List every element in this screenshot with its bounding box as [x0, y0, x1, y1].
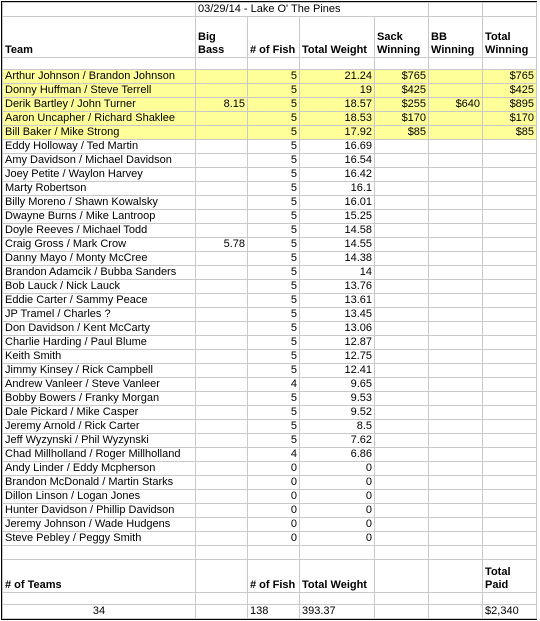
cell-sack-winning — [375, 154, 429, 168]
cell-bb-winning — [429, 504, 483, 518]
cell-team: Eddie Carter / Sammy Peace — [3, 294, 196, 308]
cell-big-bass — [196, 294, 248, 308]
cell-team: Don Davidson / Kent McCarty — [3, 322, 196, 336]
cell-num-fish: 5 — [248, 210, 300, 224]
cell-bb-winning — [429, 364, 483, 378]
cell-total-winning — [483, 182, 537, 196]
cell-team: Doyle Reeves / Michael Todd — [3, 224, 196, 238]
header-sack-winning: Sack Winning — [375, 17, 429, 58]
table-row — [3, 294, 537, 308]
cell-bb-winning — [429, 126, 483, 140]
cell-bb-winning — [429, 518, 483, 532]
cell-sack-winning: $85 — [375, 126, 429, 140]
cell-total-weight: 16.1 — [300, 182, 375, 196]
cell-total-weight: 6.86 — [300, 448, 375, 462]
header-row — [3, 17, 537, 58]
cell-big-bass — [196, 532, 248, 546]
cell-total-weight: 0 — [300, 532, 375, 546]
cell-total-weight: 0 — [300, 462, 375, 476]
cell-total-winning — [483, 406, 537, 420]
cell-num-fish: 4 — [248, 378, 300, 392]
cell-num-fish: 5 — [248, 70, 300, 84]
cell-big-bass — [196, 308, 248, 322]
cell-num-fish: 5 — [248, 252, 300, 266]
cell-sack-winning — [375, 140, 429, 154]
cell-total-weight: 14.38 — [300, 252, 375, 266]
cell-total-winning: $170 — [483, 112, 537, 126]
cell-total-winning — [483, 448, 537, 462]
cell-big-bass — [196, 504, 248, 518]
cell-total-weight: 13.45 — [300, 308, 375, 322]
table-row — [3, 504, 537, 518]
footer-total-paid-label: Total Paid — [483, 560, 537, 593]
cell-bb-winning — [429, 84, 483, 98]
totals-row — [3, 605, 537, 619]
cell-sack-winning — [375, 210, 429, 224]
spacer-row — [3, 58, 537, 70]
cell-total-weight: 14.55 — [300, 238, 375, 252]
cell-team: JP Tramel / Charles ? — [3, 308, 196, 322]
cell-total-weight: 16.42 — [300, 168, 375, 182]
table-row — [3, 490, 537, 504]
cell-num-fish: 0 — [248, 504, 300, 518]
total-paid: $2,340 — [483, 605, 537, 619]
table-row — [3, 308, 537, 322]
cell-bb-winning — [429, 434, 483, 448]
cell-total-weight: 9.52 — [300, 406, 375, 420]
cell-total-winning — [483, 154, 537, 168]
cell-sack-winning: $255 — [375, 98, 429, 112]
cell-team: Aaron Uncapher / Richard Shaklee — [3, 112, 196, 126]
cell-total-winning: $765 — [483, 70, 537, 84]
cell-bb-winning — [429, 280, 483, 294]
table-row — [3, 392, 537, 406]
cell-team: Derik Bartley / John Turner — [3, 98, 196, 112]
cell-num-fish: 5 — [248, 434, 300, 448]
cell-sack-winning — [375, 476, 429, 490]
table-row — [3, 406, 537, 420]
cell-big-bass — [196, 126, 248, 140]
cell-big-bass — [196, 518, 248, 532]
cell-total-winning — [483, 350, 537, 364]
cell-bb-winning — [429, 350, 483, 364]
cell-total-weight: 18.57 — [300, 98, 375, 112]
header-total-weight: Total Weight — [300, 17, 375, 58]
cell-num-fish: 5 — [248, 126, 300, 140]
cell-big-bass — [196, 84, 248, 98]
cell-sack-winning — [375, 224, 429, 238]
cell-num-fish: 5 — [248, 364, 300, 378]
cell-sack-winning — [375, 490, 429, 504]
cell-num-fish: 5 — [248, 140, 300, 154]
cell-sack-winning — [375, 448, 429, 462]
cell-team: Andy Linder / Eddy Mcpherson — [3, 462, 196, 476]
cell-big-bass — [196, 420, 248, 434]
cell-bb-winning: $640 — [429, 98, 483, 112]
cell-total-weight: 0 — [300, 476, 375, 490]
cell-team: Bobby Bowers / Franky Morgan — [3, 392, 196, 406]
table-row — [3, 322, 537, 336]
cell-total-winning — [483, 490, 537, 504]
cell-bb-winning — [429, 462, 483, 476]
table-row — [3, 280, 537, 294]
cell-sack-winning — [375, 364, 429, 378]
cell-bb-winning — [429, 210, 483, 224]
cell-big-bass — [196, 210, 248, 224]
cell-big-bass — [196, 476, 248, 490]
cell-sack-winning — [375, 322, 429, 336]
cell-sack-winning — [375, 252, 429, 266]
cell-bb-winning — [429, 322, 483, 336]
cell-total-winning — [483, 140, 537, 154]
results-table — [2, 2, 537, 619]
cell-sack-winning — [375, 280, 429, 294]
cell-sack-winning: $425 — [375, 84, 429, 98]
cell-total-weight: 15.25 — [300, 210, 375, 224]
cell-team: Craig Gross / Mark Crow — [3, 238, 196, 252]
cell-total-winning — [483, 266, 537, 280]
cell-num-fish: 5 — [248, 420, 300, 434]
cell-big-bass — [196, 350, 248, 364]
cell-num-fish: 5 — [248, 196, 300, 210]
cell-bb-winning — [429, 168, 483, 182]
footer-total-weight-label: Total Weight — [300, 560, 375, 593]
header-big-bass: Big Bass — [196, 17, 248, 58]
cell-bb-winning — [429, 308, 483, 322]
cell-big-bass — [196, 336, 248, 350]
cell-big-bass: 5.78 — [196, 238, 248, 252]
cell-bb-winning — [429, 392, 483, 406]
cell-total-winning — [483, 462, 537, 476]
cell-big-bass — [196, 266, 248, 280]
blank-row — [3, 546, 537, 560]
table-row — [3, 140, 537, 154]
cell-bb-winning — [429, 182, 483, 196]
cell-team: Jeremy Arnold / Rick Carter — [3, 420, 196, 434]
cell-sack-winning — [375, 504, 429, 518]
cell-big-bass — [196, 448, 248, 462]
cell-num-fish: 5 — [248, 322, 300, 336]
cell-big-bass — [196, 70, 248, 84]
cell-num-fish: 0 — [248, 462, 300, 476]
cell-total-weight: 19 — [300, 84, 375, 98]
cell-sack-winning — [375, 532, 429, 546]
cell-sack-winning — [375, 266, 429, 280]
cell-bb-winning — [429, 252, 483, 266]
cell-team: Danny Mayo / Monty McCree — [3, 252, 196, 266]
table-row — [3, 196, 537, 210]
cell-bb-winning — [429, 476, 483, 490]
cell-num-fish: 5 — [248, 266, 300, 280]
cell-total-weight: 12.41 — [300, 364, 375, 378]
cell-num-fish: 5 — [248, 406, 300, 420]
table-row — [3, 350, 537, 364]
cell-team: Bob Lauck / Nick Lauck — [3, 280, 196, 294]
table-row — [3, 168, 537, 182]
cell-big-bass — [196, 406, 248, 420]
cell-total-winning: $425 — [483, 84, 537, 98]
cell-team: Jeremy Johnson / Wade Hudgens — [3, 518, 196, 532]
cell-big-bass — [196, 434, 248, 448]
table-row — [3, 420, 537, 434]
cell-num-fish: 5 — [248, 182, 300, 196]
cell-total-winning — [483, 420, 537, 434]
cell-big-bass — [196, 378, 248, 392]
table-row — [3, 364, 537, 378]
cell-total-winning — [483, 196, 537, 210]
results-spreadsheet — [1, 1, 537, 620]
cell-sack-winning: $170 — [375, 112, 429, 126]
table-row — [3, 224, 537, 238]
cell-big-bass — [196, 252, 248, 266]
cell-sack-winning — [375, 168, 429, 182]
cell-team: Billy Moreno / Shawn Kowalsky — [3, 196, 196, 210]
total-num-fish: 138 — [248, 605, 300, 619]
cell-total-winning — [483, 294, 537, 308]
cell-bb-winning — [429, 238, 483, 252]
table-row — [3, 462, 537, 476]
cell-team: Marty Robertson — [3, 182, 196, 196]
cell-team: Dillon Linson / Logan Jones — [3, 490, 196, 504]
cell-bb-winning — [429, 112, 483, 126]
cell-num-fish: 5 — [248, 294, 300, 308]
cell-total-weight: 16.69 — [300, 140, 375, 154]
cell-total-winning — [483, 308, 537, 322]
table-row — [3, 154, 537, 168]
cell-team: Amy Davidson / Michael Davidson — [3, 154, 196, 168]
cell-total-winning: $85 — [483, 126, 537, 140]
cell-team: Brandon McDonald / Martin Starks — [3, 476, 196, 490]
cell-big-bass — [196, 182, 248, 196]
cell-total-winning — [483, 392, 537, 406]
cell-total-weight: 18.53 — [300, 112, 375, 126]
cell-total-weight: 9.65 — [300, 378, 375, 392]
cell-total-winning — [483, 518, 537, 532]
cell-team: Dwayne Burns / Mike Lantroop — [3, 210, 196, 224]
cell-total-weight: 21.24 — [300, 70, 375, 84]
cell-team: Arthur Johnson / Brandon Johnson — [3, 70, 196, 84]
cell-num-fish: 5 — [248, 224, 300, 238]
cell-bb-winning — [429, 448, 483, 462]
cell-sack-winning — [375, 378, 429, 392]
cell-total-weight: 17.92 — [300, 126, 375, 140]
cell-total-winning — [483, 224, 537, 238]
cell-team: Donny Huffman / Steve Terrell — [3, 84, 196, 98]
cell-sack-winning — [375, 392, 429, 406]
cell-total-weight: 14 — [300, 266, 375, 280]
cell-sack-winning — [375, 350, 429, 364]
cell-sack-winning — [375, 182, 429, 196]
cell-bb-winning — [429, 266, 483, 280]
title-row — [3, 3, 537, 17]
cell-big-bass — [196, 322, 248, 336]
blank-row — [3, 593, 537, 605]
cell-sack-winning: $765 — [375, 70, 429, 84]
cell-num-fish: 5 — [248, 98, 300, 112]
cell-bb-winning — [429, 140, 483, 154]
cell-bb-winning — [429, 294, 483, 308]
cell-sack-winning — [375, 462, 429, 476]
cell-total-winning — [483, 504, 537, 518]
cell-total-winning — [483, 252, 537, 266]
cell-num-fish: 0 — [248, 518, 300, 532]
footer-header-row — [3, 560, 537, 593]
cell-big-bass — [196, 392, 248, 406]
cell-bb-winning — [429, 70, 483, 84]
cell-sack-winning — [375, 196, 429, 210]
cell-team: Hunter Davidson / Phillip Davidson — [3, 504, 196, 518]
cell-team: Jeff Wyzynski / Phil Wyzynski — [3, 434, 196, 448]
table-row — [3, 266, 537, 280]
cell-total-winning — [483, 476, 537, 490]
cell-num-fish: 5 — [248, 280, 300, 294]
cell-num-fish: 5 — [248, 308, 300, 322]
header-total-winning: Total Winning — [483, 17, 537, 58]
cell-sack-winning — [375, 238, 429, 252]
table-row — [3, 378, 537, 392]
cell-total-winning — [483, 336, 537, 350]
cell-big-bass — [196, 196, 248, 210]
cell-num-fish: 5 — [248, 350, 300, 364]
cell-total-weight: 14.58 — [300, 224, 375, 238]
table-row — [3, 210, 537, 224]
cell-total-winning — [483, 322, 537, 336]
cell-team: Keith Smith — [3, 350, 196, 364]
table-row — [3, 182, 537, 196]
cell-team: Brandon Adamcik / Bubba Sanders — [3, 266, 196, 280]
cell-bb-winning — [429, 154, 483, 168]
cell-total-winning — [483, 238, 537, 252]
cell-bb-winning — [429, 378, 483, 392]
cell-num-fish: 5 — [248, 154, 300, 168]
table-row — [3, 532, 537, 546]
cell-big-bass — [196, 280, 248, 294]
cell-total-weight: 0 — [300, 504, 375, 518]
cell-num-fish: 5 — [248, 238, 300, 252]
cell-total-winning — [483, 280, 537, 294]
table-row — [3, 518, 537, 532]
cell-team: Jimmy Kinsey / Rick Campbell — [3, 364, 196, 378]
cell-total-weight: 0 — [300, 518, 375, 532]
cell-total-winning: $895 — [483, 98, 537, 112]
cell-num-fish: 5 — [248, 336, 300, 350]
cell-team: Andrew Vanleer / Steve Vanleer — [3, 378, 196, 392]
cell-num-fish: 5 — [248, 168, 300, 182]
cell-team: Bill Baker / Mike Strong — [3, 126, 196, 140]
cell-team: Chad Millholland / Roger Millholland — [3, 448, 196, 462]
cell-total-weight: 9.53 — [300, 392, 375, 406]
total-weight: 393.37 — [300, 605, 375, 619]
cell-sack-winning — [375, 336, 429, 350]
cell-total-winning — [483, 210, 537, 224]
cell-total-weight: 12.87 — [300, 336, 375, 350]
table-row — [3, 238, 537, 252]
cell-total-weight: 0 — [300, 490, 375, 504]
table-row — [3, 112, 537, 126]
cell-total-weight: 8.5 — [300, 420, 375, 434]
cell-team: Steve Pebley / Peggy Smith — [3, 532, 196, 546]
cell-total-weight: 13.76 — [300, 280, 375, 294]
cell-total-winning — [483, 364, 537, 378]
total-num-teams: 34 — [3, 605, 196, 619]
cell-big-bass — [196, 364, 248, 378]
cell-total-weight: 16.01 — [300, 196, 375, 210]
cell-team: Eddy Holloway / Ted Martin — [3, 140, 196, 154]
header-num-fish: # of Fish — [248, 17, 300, 58]
cell-num-fish: 5 — [248, 112, 300, 126]
cell-num-fish: 5 — [248, 84, 300, 98]
footer-num-teams-label: # of Teams — [3, 560, 196, 593]
cell-bb-winning — [429, 490, 483, 504]
cell-sack-winning — [375, 518, 429, 532]
cell-num-fish: 0 — [248, 532, 300, 546]
cell-bb-winning — [429, 336, 483, 350]
cell-team: Joey Petite / Waylon Harvey — [3, 168, 196, 182]
cell-total-winning — [483, 378, 537, 392]
table-row — [3, 336, 537, 350]
cell-total-weight: 13.06 — [300, 322, 375, 336]
table-row — [3, 476, 537, 490]
table-row — [3, 70, 537, 84]
cell-num-fish: 4 — [248, 448, 300, 462]
cell-total-weight: 7.62 — [300, 434, 375, 448]
cell-bb-winning — [429, 196, 483, 210]
cell-total-weight: 13.61 — [300, 294, 375, 308]
cell-bb-winning — [429, 420, 483, 434]
cell-big-bass: 8.15 — [196, 98, 248, 112]
table-row — [3, 126, 537, 140]
cell-total-weight: 16.54 — [300, 154, 375, 168]
cell-bb-winning — [429, 224, 483, 238]
cell-total-winning — [483, 434, 537, 448]
table-row — [3, 84, 537, 98]
cell-bb-winning — [429, 406, 483, 420]
footer-num-fish-label: # of Fish — [248, 560, 300, 593]
cell-bb-winning — [429, 532, 483, 546]
table-row — [3, 448, 537, 462]
cell-total-weight: 12.75 — [300, 350, 375, 364]
cell-num-fish: 5 — [248, 392, 300, 406]
cell-total-winning — [483, 168, 537, 182]
cell-sack-winning — [375, 434, 429, 448]
cell-sack-winning — [375, 294, 429, 308]
cell-big-bass — [196, 168, 248, 182]
table-row — [3, 252, 537, 266]
cell-big-bass — [196, 112, 248, 126]
cell-num-fish: 0 — [248, 476, 300, 490]
cell-big-bass — [196, 140, 248, 154]
cell-sack-winning — [375, 420, 429, 434]
header-team: Team — [3, 17, 196, 58]
cell-total-winning — [483, 532, 537, 546]
header-bb-winning: BB Winning — [429, 17, 483, 58]
cell-sack-winning — [375, 308, 429, 322]
cell-big-bass — [196, 462, 248, 476]
sheet-title: 03/29/14 - Lake O' The Pines — [196, 3, 429, 17]
cell-big-bass — [196, 490, 248, 504]
cell-big-bass — [196, 224, 248, 238]
cell-big-bass — [196, 154, 248, 168]
cell-sack-winning — [375, 406, 429, 420]
cell-num-fish: 0 — [248, 490, 300, 504]
table-row — [3, 434, 537, 448]
cell-team: Dale Pickard / Mike Casper — [3, 406, 196, 420]
table-row — [3, 98, 537, 112]
cell-team: Charlie Harding / Paul Blume — [3, 336, 196, 350]
